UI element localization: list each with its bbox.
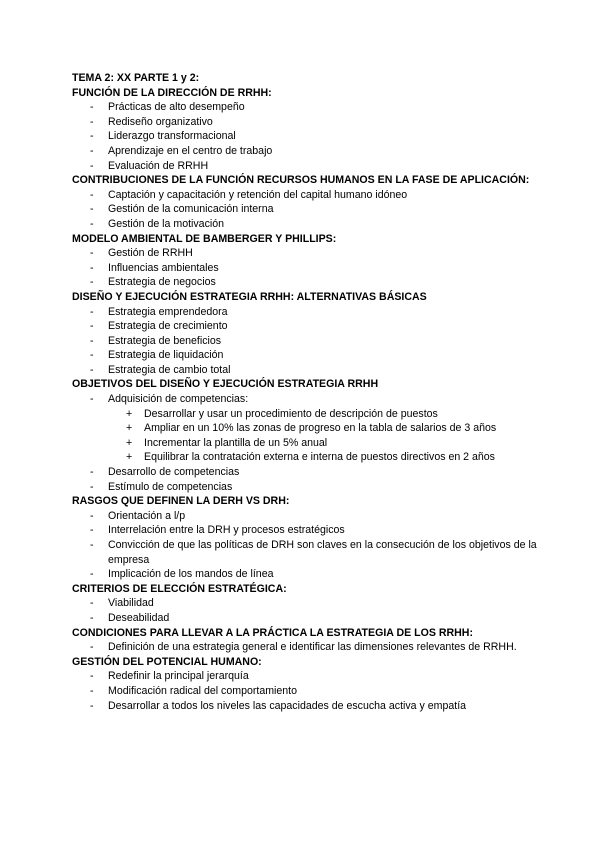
list-item: - Gestión de la motivación	[72, 217, 542, 232]
section-heading: CONTRIBUCIONES DE LA FUNCIÓN RECURSOS HUMANOS EN LA FASE DE APLICACIÓN:	[72, 174, 530, 187]
section-heading: FUNCIÓN DE LA DIRECCIÓN DE RRHH:	[72, 86, 272, 99]
section-list	[72, 246, 542, 290]
list-item: - Desarrollar a todos los niveles las capacidades de escucha activa y empatía	[72, 699, 542, 714]
sub-list-item: + Ampliar en un 10% las zonas de progreso en la tabla de salarios de 3 años	[72, 421, 542, 436]
section-list	[72, 640, 542, 655]
section-list	[72, 188, 542, 232]
list-item: - Prácticas de alto desempeño	[72, 100, 542, 115]
section-list	[72, 596, 542, 625]
list-item: - Liderazgo transformacional	[72, 129, 542, 144]
list-item: - Estrategia de negocios	[72, 275, 542, 290]
list-item: - Implicación de los mandos de línea	[72, 567, 542, 582]
section-heading: RASGOS QUE DEFINEN LA DERH VS DRH:	[72, 495, 290, 508]
list-item: - Aprendizaje en el centro de trabajo	[72, 144, 542, 159]
list-item: - Convicción de que las políticas de DRH son claves en la consecución de los objetivos de la empresa	[72, 538, 542, 567]
section-list	[72, 305, 542, 378]
list-item: - Definición de una estrategia general e identificar las dimensiones relevantes de RRHH.	[72, 640, 542, 655]
sections-container	[72, 86, 542, 714]
list-item: - Desarrollo de competencias	[72, 465, 542, 480]
section-heading: DISEÑO Y EJECUCIÓN ESTRATEGIA RRHH: ALTERNATIVAS BÁSICAS	[72, 290, 427, 303]
list-item: - Rediseño organizativo	[72, 115, 542, 130]
section-heading: GESTIÓN DEL POTENCIAL HUMANO:	[72, 655, 262, 668]
list-item: - Estrategia de liquidación	[72, 348, 542, 363]
sub-list-item: + Desarrollar y usar un procedimiento de descripción de puestos	[72, 407, 542, 422]
section-heading: CRITERIOS DE ELECCIÓN ESTRATÉGICA:	[72, 582, 287, 595]
section-list	[72, 392, 542, 494]
list-item: - Gestión de la comunicación interna	[72, 202, 542, 217]
list-item: - Redefinir la principal jerarquía	[72, 669, 542, 684]
section-list	[72, 100, 542, 173]
sub-list-item: + Equilibrar la contratación externa e interna de puestos directivos en 2 años	[72, 450, 542, 465]
section-heading: OBJETIVOS DEL DISEÑO Y EJECUCIÓN ESTRATEGIA RRHH	[72, 378, 379, 391]
list-item: - Captación y capacitación y retención del capital humano idóneo	[72, 188, 542, 203]
section-heading: MODELO AMBIENTAL DE BAMBERGER Y PHILLIPS:	[72, 232, 337, 245]
section-list	[72, 669, 542, 713]
list-item: - Deseabilidad	[72, 611, 542, 626]
document-title: TEMA 2: XX PARTE 1 y 2:	[72, 72, 200, 84]
list-item: - Estrategia de beneficios	[72, 334, 542, 349]
list-item: - Gestión de RRHH	[72, 246, 542, 261]
list-item: - Viabilidad	[72, 596, 542, 611]
list-item: - Modificación radical del comportamiento	[72, 684, 542, 699]
sub-list-item: + Incrementar la plantilla de un 5% anual	[72, 436, 542, 451]
list-item: - Evaluación de RRHH	[72, 159, 542, 174]
list-item: - Estrategia de cambio total	[72, 363, 542, 378]
list-item: - Interrelación entre la DRH y procesos estratégicos	[72, 523, 542, 538]
list-item: - Estímulo de competencias	[72, 480, 542, 495]
list-item: - Orientación a l/p	[72, 509, 542, 524]
list-item: - Estrategia emprendedora	[72, 305, 542, 320]
list-item: - Estrategia de crecimiento	[72, 319, 542, 334]
list-item: - Adquisición de competencias:	[72, 392, 542, 407]
document-body	[72, 71, 542, 713]
section-list	[72, 509, 542, 582]
section-heading: CONDICIONES PARA LLEVAR A LA PRÁCTICA LA ESTRATEGIA DE LOS RRHH:	[72, 626, 473, 639]
list-item: - Influencias ambientales	[72, 261, 542, 276]
